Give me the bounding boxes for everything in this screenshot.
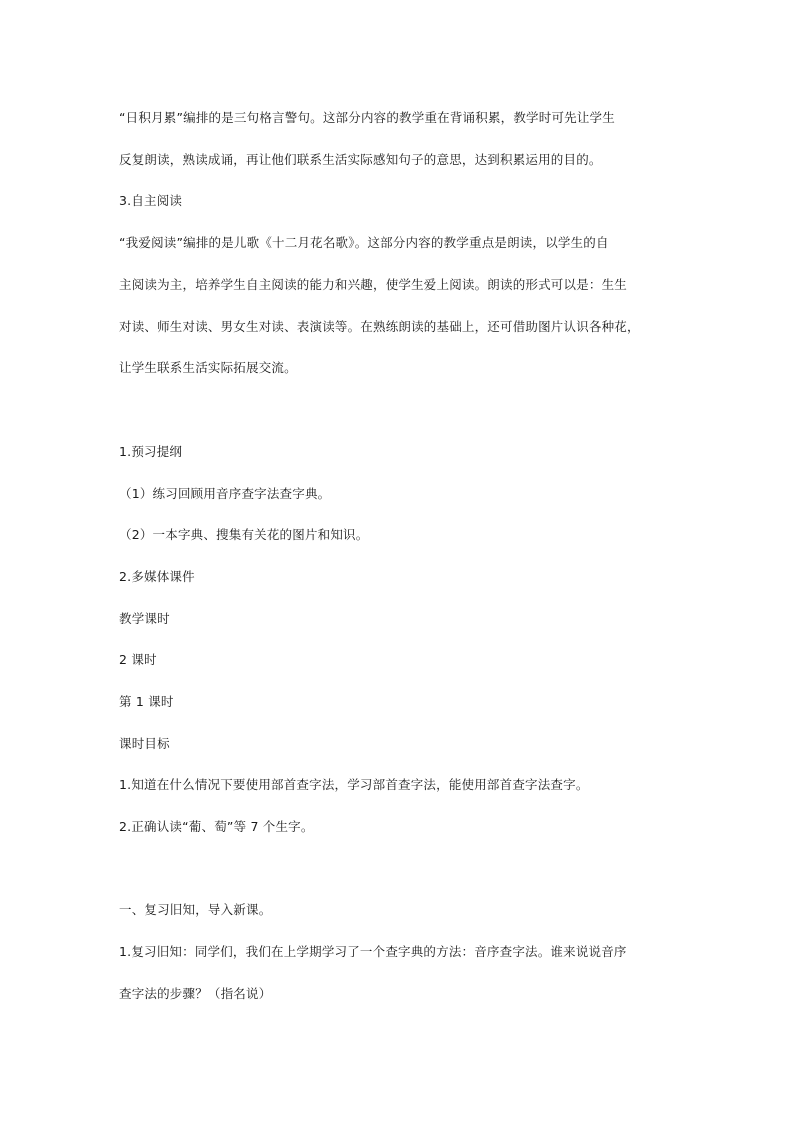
paragraph-line: 1.复习旧知：同学们，我们在上学期学习了一个查字典的方法：音序查字法。谁来说说音序 [119, 944, 627, 959]
paragraph-line: 对读、师生对读、男女生对读、表演读等。在熟练朗读的基础上，还可借助图片认识各种花， [119, 319, 640, 334]
paragraph-line: 查字法的步骤？（指名说） [119, 986, 272, 1001]
paragraph-line: 主阅读为主，培养学生自主阅读的能力和兴趣，使学生爱上阅读。朗读的形式可以是：生生 [119, 277, 628, 292]
paragraph-line: “日积月累”编排的是三句格言警句。这部分内容的教学重在背诵积累，教学时可先让学生 [119, 110, 615, 125]
section-heading: 3.自主阅读 [119, 193, 183, 208]
list-item: 1.知道在什么情况下要使用部首查字法，学习部首查字法，能使用部首查字法查字。 [119, 777, 589, 792]
section-heading: 课时目标 [119, 736, 170, 751]
list-item: （1）练习回顾用音序查字法查字典。 [119, 486, 331, 501]
paragraph-line: 让学生联系生活实际拓展交流。 [119, 360, 297, 375]
section-heading: 1.预习提纲 [119, 444, 183, 459]
section-heading: 一、复习旧知，导入新课。 [119, 902, 272, 917]
list-item: 2.正确认读“葡、萄”等 7 个生字。 [119, 819, 314, 834]
paragraph-line: 反复朗读，熟读成诵，再让他们联系生活实际感知句子的意思，达到积累运用的目的。 [119, 152, 602, 167]
paragraph-line: “我爱阅读”编排的是儿歌《十二月花名歌》。这部分内容的教学重点是朗读，以学生的自 [119, 235, 609, 250]
section-heading: 第 1 课时 [119, 694, 174, 709]
section-heading: 2.多媒体课件 [119, 569, 195, 584]
list-item: （2）一本字典、搜集有关花的图片和知识。 [119, 527, 369, 542]
section-heading: 教学课时 [119, 611, 170, 626]
text-line: 2 课时 [119, 652, 157, 667]
